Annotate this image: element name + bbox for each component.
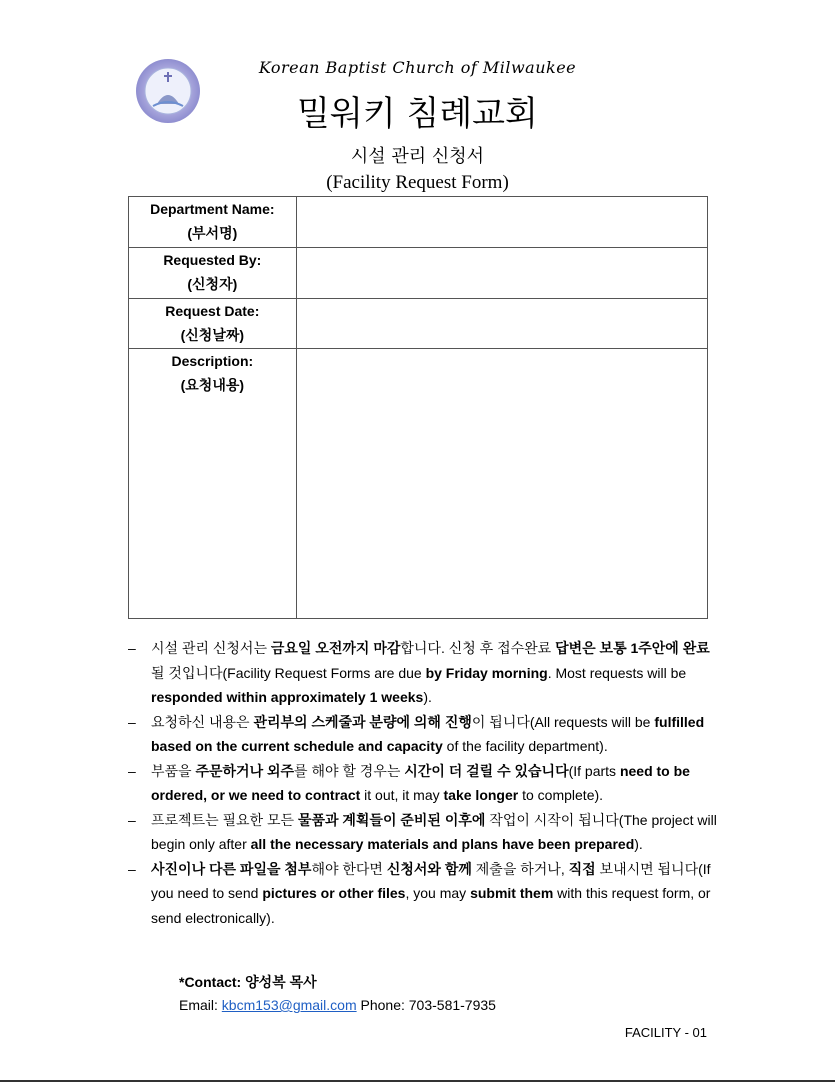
requested-by-field[interactable] [296,248,707,299]
phone-number: 703-581-7935 [408,997,496,1013]
form-row-department [129,197,708,248]
page-bottom-divider [0,1080,835,1082]
request-date-label: Request Date: (신청날짜) [129,299,297,349]
contact-details: Email: kbcm153@gmail.com Phone: 703-581-7935 [179,997,496,1013]
department-label: Department Name: (부서명) [129,197,297,248]
policy-notes-list [128,636,718,930]
form-row-description [129,349,708,619]
description-label: Description: (요청내용) [129,349,297,619]
form-title-korean: 시설 관리 신청서 [350,146,485,167]
note-item-project: – 프로젝트는 필요한 모든 물품과 계획들이 준비된 이후에 작업이 시작이 됩니다(The project will begin only after all the necessary materials and plans have been prepared). [128,811,717,852]
form-row-requested-by [129,248,708,299]
requested-by-label: Requested By: (신청자) [129,248,297,299]
note-item-deadline: – 시설 관리 신청서는 금요일 오전까지 마감합니다. 신청 후 접수완료 답변은 보통 1주안에 완료될 것입니다(Facility Request Forms are due by Friday morning. Most requests will be responded within approximately 1 weeks). [128,640,710,705]
note-item-attachments: – 사진이나 다른 파일을 첨부해야 한다면 신청서와 함께 제출을 하거나, 직접 보내시면 됩니다(If you need to send pictures or other files, you may submit them with this request form, or send electronically). [128,860,711,926]
description-field[interactable] [296,349,707,619]
church-name-english: Korean Baptist Church of Milwaukee [258,58,577,77]
request-date-field[interactable] [296,299,707,349]
note-item-schedule: – 요청하신 내용은 관리부의 스케줄과 분량에 의해 진행이 됩니다(All requests will be fulfilled based on the current schedule and capacity of the facility department). [128,713,705,754]
form-title-english: (Facility Request Form) [326,172,509,193]
email-link[interactable]: kbcm153@gmail.com [221,997,357,1013]
form-row-request-date [129,299,708,349]
request-form-table [128,196,708,619]
church-name-korean: 밀워키 침례교회 [297,94,538,134]
contact-person: *Contact: 양성복 목사 [179,974,317,990]
department-name-field[interactable] [296,197,707,248]
note-item-parts: – 부품을 주문하거나 외주를 해야 할 경우는 시간이 더 걸릴 수 있습니다(If parts need to be ordered, or we need to contract it out, it may take longer to complete). [128,762,690,803]
document-code: FACILITY - 01 [624,1025,707,1040]
